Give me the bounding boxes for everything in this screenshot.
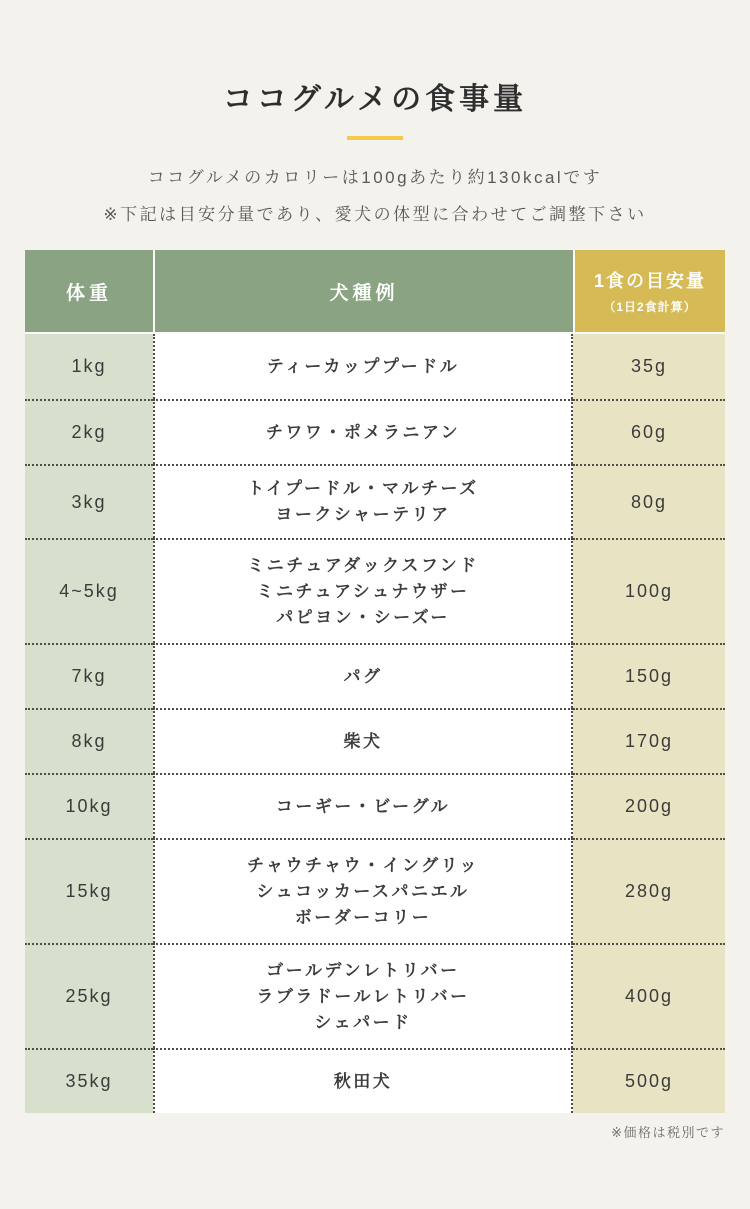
breed-cell [153, 643, 573, 708]
amount-cell: 35g [573, 334, 725, 399]
header-amount [573, 250, 725, 334]
title-underline-accent [347, 136, 403, 140]
header-amount-title: 1食の目安量 [593, 271, 706, 291]
table-row [25, 538, 725, 643]
breed-line: シェパード [314, 1012, 412, 1032]
breed-line: チャウチャウ・イングリッ [247, 855, 479, 875]
subtitle-adjust-note: ※下記は目安分量であり、愛犬の体型に合わせてご調整下さい [103, 205, 647, 224]
weight-cell: 7kg [25, 643, 153, 708]
weight-cell: 3kg [25, 464, 153, 538]
breed-line: 秋田犬 [333, 1071, 393, 1091]
portion-table [25, 250, 725, 1113]
amount-cell: 100g [573, 538, 725, 643]
table-row [25, 643, 725, 708]
breed-line: コーギー・ビーグル [275, 796, 451, 816]
amount-cell: 170g [573, 708, 725, 773]
table-row [25, 334, 725, 399]
table-row [25, 708, 725, 773]
breed-line: ボーダーコリー [294, 907, 432, 927]
table-row [25, 1048, 725, 1113]
breed-line: ミニチュアシュナウザー [256, 581, 470, 601]
header-breeds: 犬種例 [153, 250, 573, 334]
portion-table-header [25, 250, 725, 334]
header-row [25, 250, 725, 334]
amount-cell: 80g [573, 464, 725, 538]
table-row [25, 838, 725, 943]
subtitle-block [0, 159, 750, 233]
weight-cell: 4~5kg [25, 538, 153, 643]
breed-line: ヨークシャーテリア [275, 505, 451, 524]
breed-line: 柴犬 [343, 731, 383, 751]
breed-cell [153, 334, 573, 399]
tax-footnote: ※価格は税別です [611, 1125, 725, 1140]
breed-cell [153, 943, 573, 1048]
weight-cell: 8kg [25, 708, 153, 773]
amount-cell: 60g [573, 399, 725, 464]
breed-line: チワワ・ポメラニアン [265, 422, 461, 442]
weight-cell: 15kg [25, 838, 153, 943]
breed-line: パピヨン・シーズー [276, 607, 450, 627]
breed-cell [153, 708, 573, 773]
breed-line: ティーカッププードル [266, 356, 460, 376]
breed-cell [153, 399, 573, 464]
weight-cell: 35kg [25, 1048, 153, 1113]
table-row [25, 943, 725, 1048]
amount-cell: 200g [573, 773, 725, 838]
breed-cell [153, 773, 573, 838]
breed-line: ラブラドールレトリバー [256, 986, 470, 1006]
amount-cell: 500g [573, 1048, 725, 1113]
amount-cell: 280g [573, 838, 725, 943]
breed-cell [153, 538, 573, 643]
breed-line: ミニチュアダックスフンド [247, 555, 479, 575]
breed-line: ゴールデンレトリバー [266, 960, 460, 980]
weight-cell: 10kg [25, 773, 153, 838]
weight-cell: 1kg [25, 334, 153, 399]
amount-cell: 150g [573, 643, 725, 708]
table-row [25, 773, 725, 838]
breed-cell [153, 1048, 573, 1113]
breed-line: パグ [343, 666, 383, 686]
subtitle-calorie-note: ココグルメのカロリーは100gあたり約130kcalです [147, 168, 603, 187]
weight-cell: 2kg [25, 399, 153, 464]
breed-cell [153, 838, 573, 943]
weight-cell: 25kg [25, 943, 153, 1048]
header-amount-subtitle: （1日2食計算） [603, 300, 697, 314]
page-title: ココグルメの食事量 [222, 83, 528, 116]
header-weight: 体重 [25, 250, 153, 334]
breed-line: トイプードル・マルチーズ [247, 479, 479, 498]
table-row [25, 399, 725, 464]
portion-table-wrap [25, 250, 725, 1141]
breed-line: シュコッカースパニエル [256, 881, 470, 901]
table-row [25, 464, 725, 538]
table-body [25, 334, 725, 1113]
breed-cell [153, 464, 573, 538]
amount-cell: 400g [573, 943, 725, 1048]
